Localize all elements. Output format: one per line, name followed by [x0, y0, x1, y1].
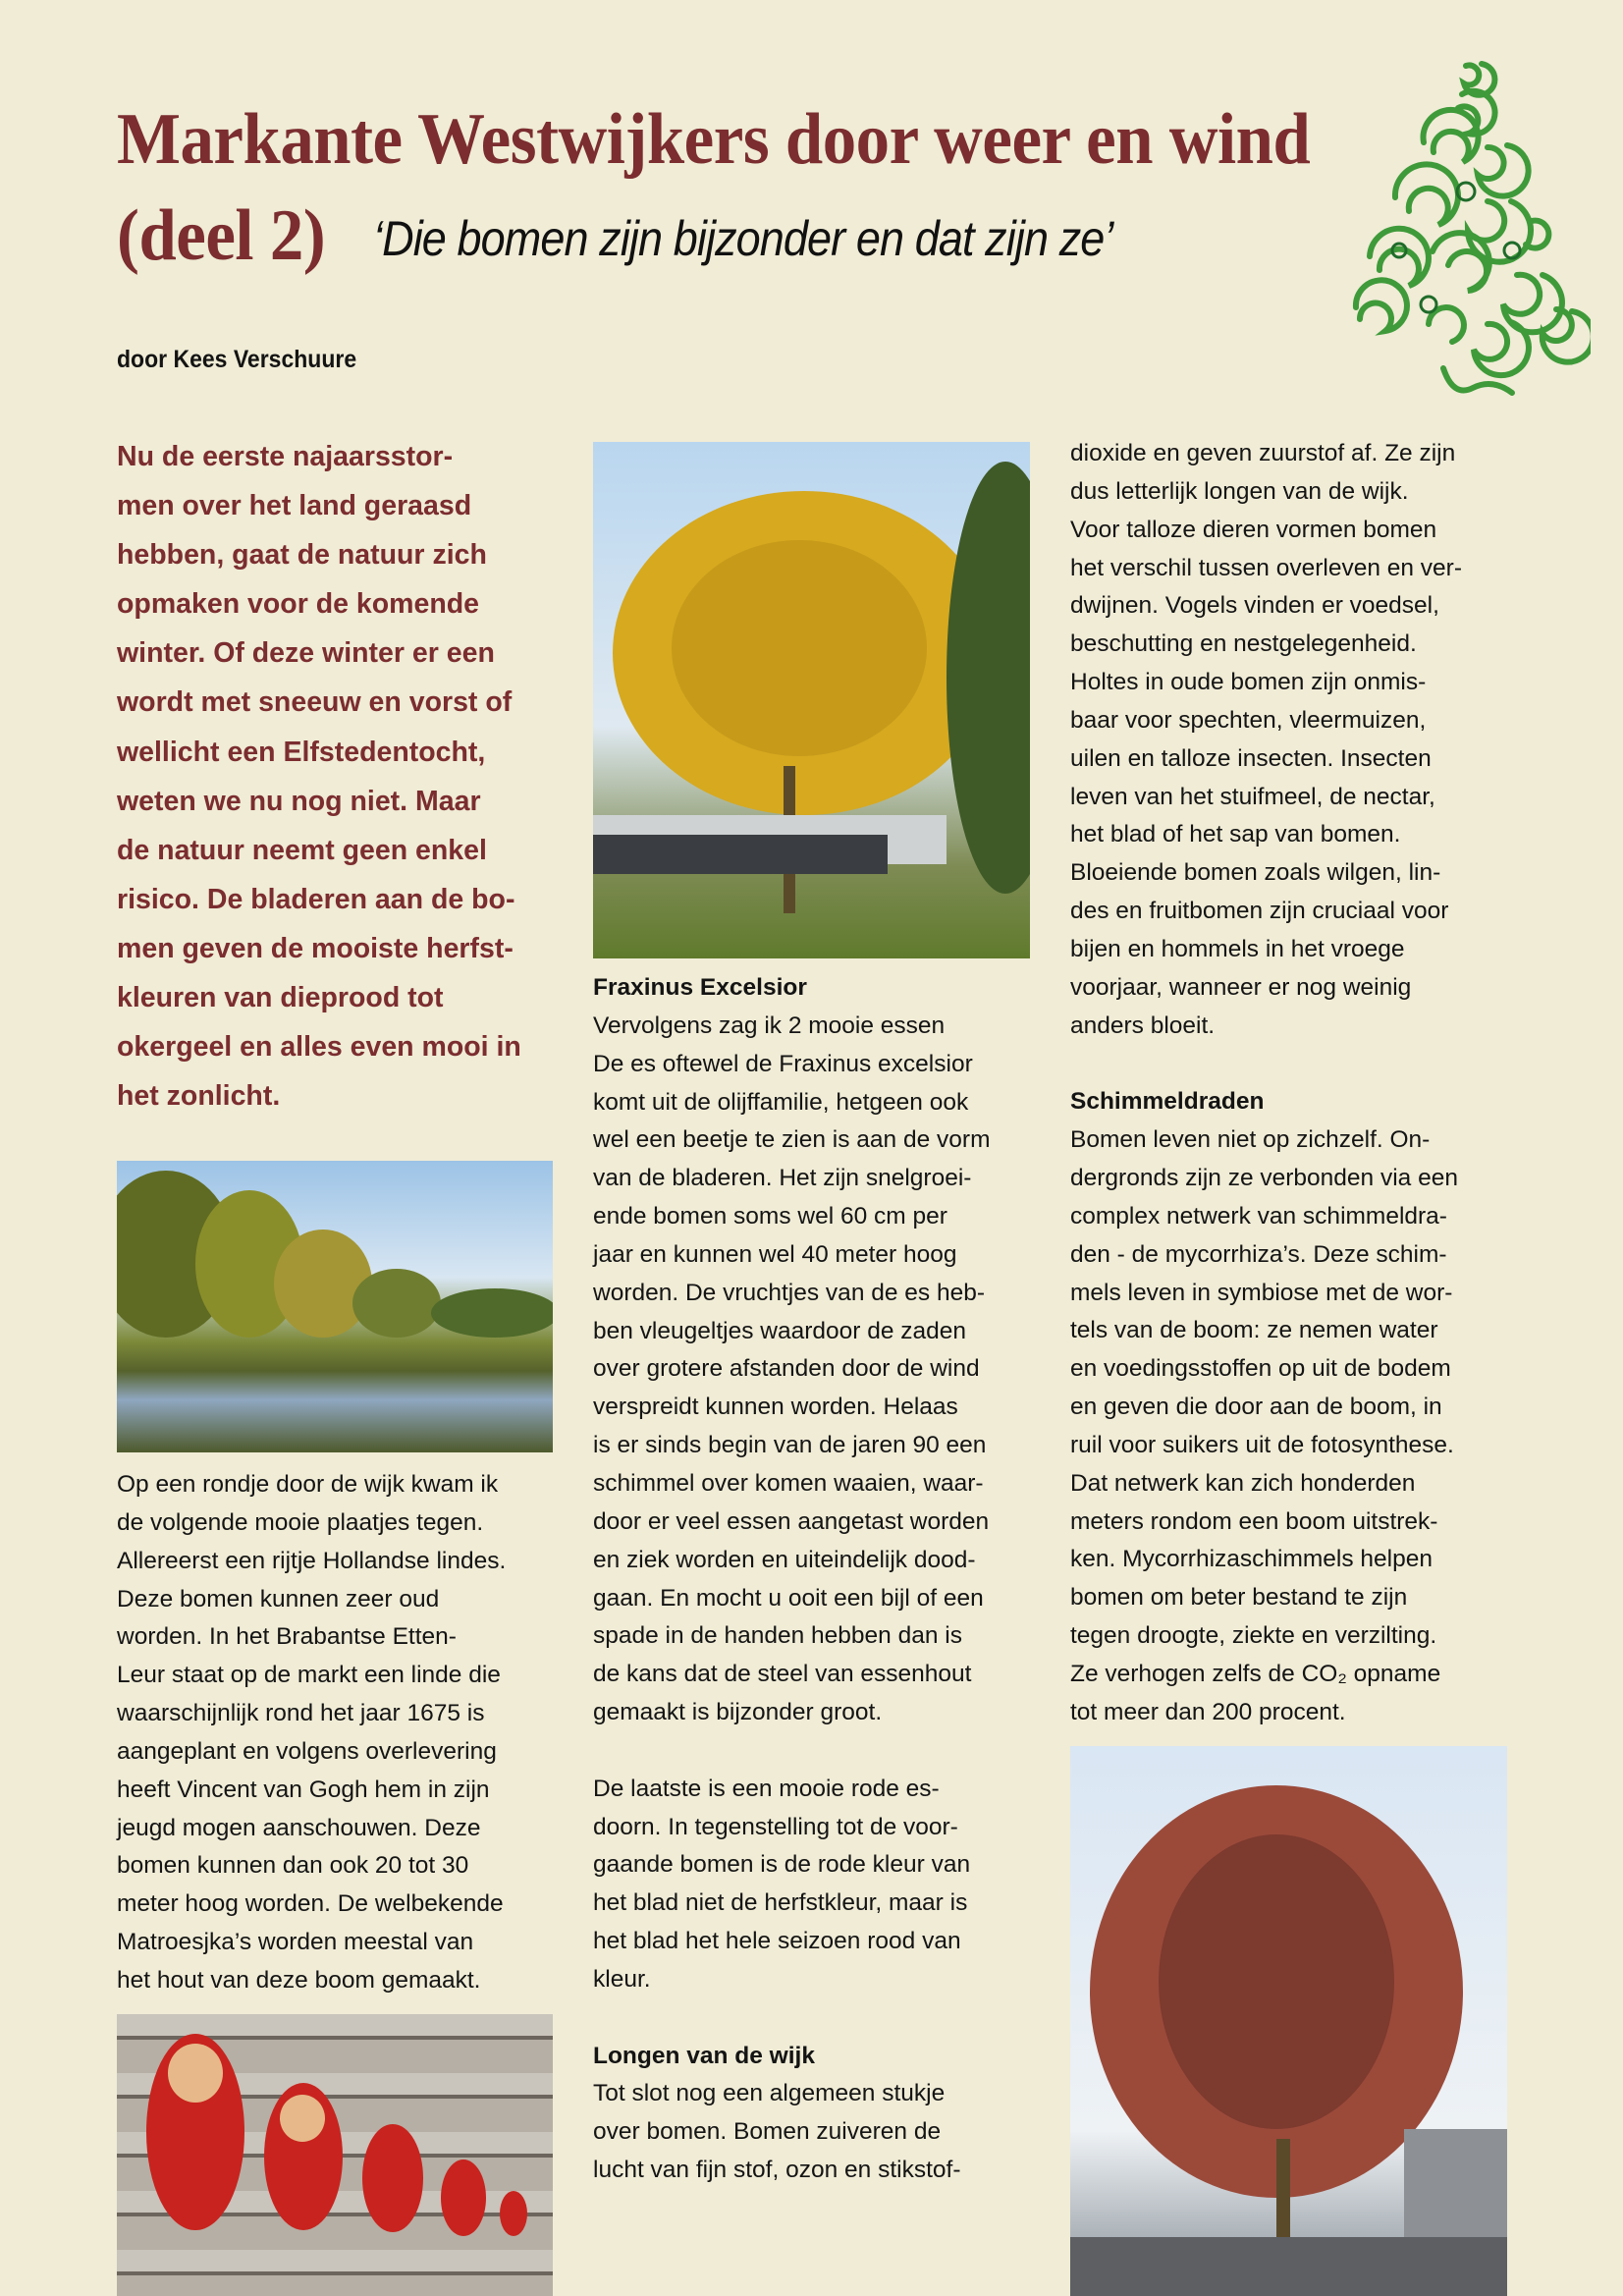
text-line: doorn. In tegenstelling tot de voor- — [593, 1813, 958, 1840]
text-line: de volgende mooie plaatjes tegen. — [117, 1508, 484, 1536]
byline: door Kees Verschuure — [117, 346, 357, 373]
lead-line: kleuren van dieprood tot — [117, 982, 444, 1014]
text-line: meter hoog worden. De welbekende — [117, 1890, 504, 1918]
text-line: Op een rondje door de wijk kwam ik — [117, 1471, 499, 1498]
text-line: gemaakt is bijzonder groot. — [593, 1699, 883, 1726]
text-line: worden. In het Brabantse Etten- — [117, 1623, 457, 1651]
text-line: het blad niet de herfstkleur, maar is — [593, 1889, 968, 1917]
text-line: tels van de boom: ze nemen water — [1070, 1317, 1438, 1344]
text-line: Deze bomen kunnen zeer oud — [117, 1585, 440, 1613]
text-line: De laatste is een mooie rode es- — [593, 1775, 940, 1802]
text-line: de kans dat de steel van essenhout — [593, 1661, 972, 1688]
column-3-text — [1070, 435, 1522, 1732]
lead-line: winter. Of deze winter er een — [117, 637, 495, 670]
text-line: Holtes in oude bomen zijn onmis- — [1070, 669, 1427, 696]
text-line: voorjaar, wanneer er nog weinig — [1070, 973, 1412, 1001]
text-line: spade in de handen hebben dan is — [593, 1622, 962, 1650]
text-line: Allereerst een rijtje Hollandse lindes. — [117, 1547, 507, 1574]
lead-line: wellicht een Elfstedentocht, — [117, 736, 486, 768]
text-line: waarschijnlijk rond het jaar 1675 is — [117, 1700, 485, 1727]
lead-line: hebben, gaat de natuur zich — [117, 539, 487, 572]
text-line: en geven die door aan de boom, in — [1070, 1394, 1442, 1421]
article-title-part: (deel 2) — [117, 195, 326, 276]
text-line: en voedingsstoffen op uit de bodem — [1070, 1355, 1451, 1383]
lead-line: de natuur neemt geen enkel — [117, 834, 487, 866]
column-1-text — [117, 1466, 568, 2000]
paragraph-gap — [593, 1999, 1045, 2038]
lead-line: men geven de mooiste herfst- — [117, 932, 514, 964]
text-line: bijen en hommels in het vroege — [1070, 935, 1405, 962]
photo-matryoshka-dolls — [117, 2014, 553, 2296]
text-line: den - de mycorrhiza’s. Deze schim- — [1070, 1240, 1447, 1268]
text-line: ende bomen soms wel 60 cm per — [593, 1203, 947, 1230]
text-line: gaande bomen is de rode kleur van — [593, 1851, 971, 1879]
text-line: Vervolgens zag ik 2 mooie essen — [593, 1011, 946, 1039]
text-line: meters rondom een boom uitstrek- — [1070, 1507, 1438, 1535]
text-line: lucht van fijn stof, ozon en stikstof- — [593, 2157, 961, 2184]
photo-ash-tree-yellow — [593, 442, 1030, 958]
text-line: komt uit de olijffamilie, hetgeen ook — [593, 1088, 969, 1116]
text-line: is er sinds begin van de jaren 90 een — [593, 1432, 987, 1459]
section-heading: Schimmeldraden — [1070, 1088, 1265, 1116]
column-2-text — [593, 969, 1045, 2190]
text-line: ken. Mycorrhizaschimmels helpen — [1070, 1546, 1433, 1573]
text-line: en ziek worden en uiteindelijk dood- — [593, 1546, 976, 1573]
text-line: over grotere afstanden door de wind — [593, 1355, 980, 1383]
text-line: heeft Vincent van Gogh hem in zijn — [117, 1776, 490, 1803]
text-line: Tot slot nog een algemeen stukje — [593, 2080, 946, 2107]
text-line: Dat netwerk kan zich honderden — [1070, 1469, 1416, 1497]
lead-line: okergeel en alles even mooi in — [117, 1031, 521, 1064]
text-line: uilen en talloze insecten. Insecten — [1070, 744, 1432, 772]
article-subtitle: ‘Die bomen zijn bijzonder en dat zijn ze’ — [373, 211, 1113, 266]
text-line: tot meer dan 200 procent. — [1070, 1698, 1346, 1725]
text-line: jeugd mogen aanschouwen. Deze — [117, 1814, 481, 1841]
lead-paragraph — [117, 432, 578, 1121]
text-line: bomen om beter bestand te zijn — [1070, 1584, 1408, 1612]
text-line: wel een beetje te zien is aan de vorm — [593, 1126, 991, 1154]
text-line: mels leven in symbiose met de wor- — [1070, 1279, 1453, 1306]
section-heading: Longen van de wijk — [593, 2042, 815, 2069]
text-line: dwijnen. Vogels vinden er voedsel, — [1070, 592, 1439, 620]
section-heading: Fraxinus Excelsior — [593, 974, 807, 1001]
text-line: baar voor spechten, vleermuizen, — [1070, 706, 1427, 734]
text-line: Leur staat op de markt een linde die — [117, 1662, 501, 1689]
text-line: dus letterlijk longen van de wijk. — [1070, 477, 1409, 505]
text-line: van de bladeren. Het zijn snelgroei- — [593, 1165, 972, 1192]
text-line: Bloeiende bomen zoals wilgen, lin- — [1070, 859, 1441, 887]
text-line: des en fruitbomen zijn cruciaal voor — [1070, 898, 1449, 925]
text-line: ben vleugeltjes waardoor de zaden — [593, 1317, 967, 1344]
text-line: dergronds zijn ze verbonden via een — [1070, 1165, 1458, 1192]
text-line: tegen droogte, ziekte en verzilting. — [1070, 1622, 1437, 1650]
text-line: aangeplant en volgens overlevering — [117, 1737, 497, 1765]
text-line: door er veel essen aangetast worden — [593, 1507, 990, 1535]
text-line: anders bloeit. — [1070, 1011, 1216, 1039]
text-line: kleur. — [593, 1965, 651, 1993]
text-line: verspreidt kunnen worden. Helaas — [593, 1394, 958, 1421]
text-line: Voor talloze dieren vormen bomen — [1070, 516, 1437, 543]
lead-line: risico. De bladeren aan de bo- — [117, 883, 515, 915]
lead-line: Nu de eerste najaarsstor- — [117, 441, 454, 472]
text-line: het blad het hele seizoen rood van — [593, 1928, 961, 1955]
article-title: Markante Westwijkers door weer en wind — [117, 99, 1311, 180]
text-line: Matroesjka’s worden meestal van — [117, 1929, 474, 1956]
text-line: jaar en kunnen wel 40 meter hoog — [593, 1240, 957, 1268]
text-line: leven van het stuifmeel, de nectar, — [1070, 783, 1435, 810]
text-line: Bomen leven niet op zichzelf. On- — [1070, 1126, 1431, 1154]
paragraph-gap — [593, 1732, 1045, 1771]
text-line: dioxide en geven zuurstof af. Ze zijn — [1070, 440, 1456, 466]
photo-linden-trees-by-water — [117, 1161, 553, 1452]
lead-line: opmaken voor de komende — [117, 588, 480, 621]
text-line: over bomen. Bomen zuiveren de — [593, 2118, 942, 2146]
text-line: beschutting en nestgelegenheid. — [1070, 630, 1417, 658]
lead-line: het zonlicht. — [117, 1080, 281, 1113]
text-line: ruil voor suikers uit de fotosynthese. — [1070, 1431, 1454, 1458]
text-line: Ze verhogen zelfs de CO₂ opname — [1070, 1661, 1441, 1687]
text-line: complex netwerk van schimmeldra- — [1070, 1202, 1447, 1230]
text-line: het hout van deze boom gemaakt. — [117, 1966, 481, 1994]
text-line: schimmel over komen waaien, waar- — [593, 1469, 984, 1497]
text-line: gaan. En mocht u ooit een bijl of een — [593, 1584, 984, 1612]
text-line: het blad of het sap van bomen. — [1070, 821, 1401, 848]
paragraph-gap — [1070, 1046, 1522, 1084]
text-line: De es oftewel de Fraxinus excelsior — [593, 1050, 973, 1077]
lead-line: weten we nu nog niet. Maar — [117, 785, 481, 817]
text-line: bomen kunnen dan ook 20 tot 30 — [117, 1852, 469, 1880]
lead-line: men over het land geraasd — [117, 490, 472, 522]
text-line: het verschil tussen overleven en ver- — [1070, 554, 1462, 581]
text-line: worden. De vruchtjes van de es heb- — [593, 1279, 986, 1306]
lead-line: wordt met sneeuw en vorst of — [117, 686, 513, 719]
photo-red-maple-tree — [1070, 1746, 1507, 2296]
christmas-tree-swirl-icon — [1340, 54, 1591, 408]
